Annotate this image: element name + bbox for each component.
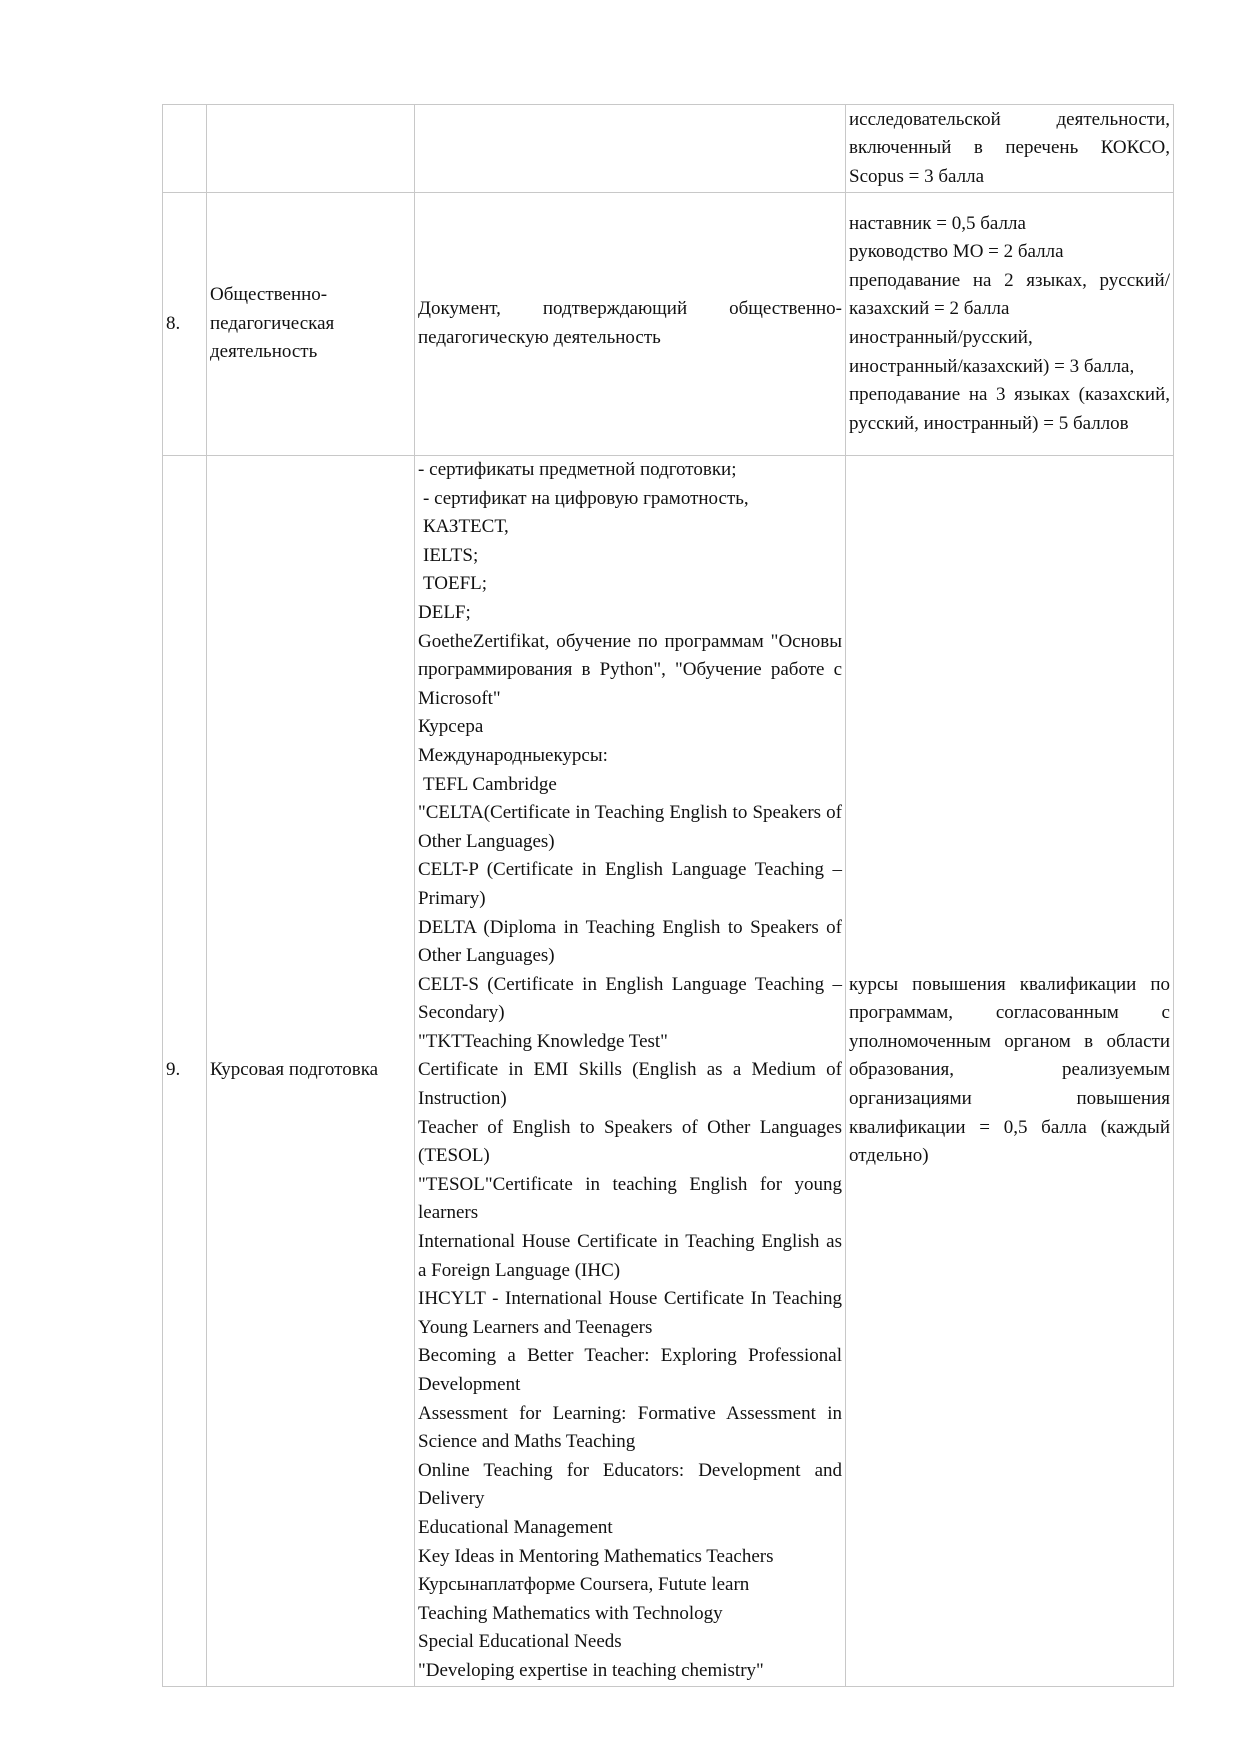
title-line: педагогическая bbox=[210, 312, 335, 334]
document-item: "CELTA(Certificate in Teaching English to Speakers of Other Languages) bbox=[418, 802, 842, 852]
document-item: Teacher of English to Speakers of Other Languages (TESOL) bbox=[418, 1116, 842, 1167]
row-number-cell: 8. bbox=[163, 193, 207, 456]
document-item: DELF; bbox=[418, 601, 471, 623]
document-item: "Developing expertise in teaching chemistry" bbox=[418, 1659, 764, 1681]
document-item: Международныекурсы: bbox=[418, 744, 608, 766]
row-documents-cell bbox=[415, 105, 846, 193]
document-item: IELTS; bbox=[423, 544, 479, 566]
document-item: КАЗТЕСТ, bbox=[423, 516, 509, 538]
table-row bbox=[163, 105, 1174, 193]
score-line: иностранный/казахский) = 3 балла, bbox=[849, 355, 1135, 377]
row-documents-cell: Документ, подтверждающий общественно-педагогическую деятельность bbox=[415, 193, 846, 456]
title-line: деятельность bbox=[210, 341, 318, 363]
document-item: TEFL Cambridge bbox=[423, 773, 557, 795]
score-line: преподавание на 3 языках (казахский, русский, иностранный) = 5 баллов bbox=[849, 384, 1170, 434]
row-title-cell bbox=[207, 105, 415, 193]
document-item: Assessment for Learning: Formative Assessment in Science and Maths Teaching bbox=[418, 1402, 842, 1453]
document-item: Special Educational Needs bbox=[418, 1631, 622, 1653]
criteria-table bbox=[162, 104, 1174, 1687]
document-item: - сертификаты предметной подготовки; bbox=[418, 459, 737, 480]
document-item: CELT-P (Certificate in English Language Teaching – Primary) bbox=[418, 859, 842, 909]
row-score-cell: курсы повышения квалификации по программам, согласованным с уполномоченным органом в области образования, реализуемым организациями повышения квалификации = 0,5 балла (каждый отдельно) bbox=[846, 456, 1174, 1687]
document-item: DELTA (Diploma in Teaching English to Speakers of Other Languages) bbox=[418, 916, 842, 967]
document-item: International House Certificate in Teaching English as a Foreign Language (IHC) bbox=[418, 1231, 842, 1281]
score-line: иностранный/русский, bbox=[849, 327, 1033, 348]
row-score-cell: исследовательской деятельности, включенный в перечень КОКСО, Scopus = 3 балла bbox=[846, 105, 1174, 193]
document-item: Курсера bbox=[418, 716, 484, 738]
document-item: "TESOL"Certificate in teaching English for young learners bbox=[418, 1173, 842, 1224]
document-item: CELT-S (Certificate in English Language Teaching – Secondary) bbox=[418, 973, 842, 1024]
row-title-cell: Курсовая подготовка bbox=[207, 456, 415, 1687]
document-item: Курсынаплатформе Coursera, Futute learn bbox=[418, 1574, 750, 1596]
score-line: наставник = 0,5 балла bbox=[849, 212, 1026, 234]
document-item: Teaching Mathematics with Technology bbox=[418, 1602, 723, 1624]
score-line: преподавание на 2 языках, русский/казахский = 2 балла bbox=[849, 269, 1170, 320]
row-number-cell: 9. bbox=[163, 456, 207, 1687]
document-item: Becoming a Better Teacher: Exploring Professional Development bbox=[418, 1345, 842, 1395]
table-row bbox=[163, 193, 1174, 456]
document-item: - сертификат на цифровую грамотность, bbox=[423, 487, 749, 509]
row-documents-cell bbox=[415, 456, 846, 1687]
row-number-cell bbox=[163, 105, 207, 193]
row-title-cell bbox=[207, 193, 415, 456]
row-score-cell bbox=[846, 193, 1174, 456]
title-line: Общественно- bbox=[210, 284, 328, 306]
document-item: "TKTTeaching Knowledge Test" bbox=[418, 1030, 668, 1052]
document-item: Educational Management bbox=[418, 1516, 613, 1538]
table-row bbox=[163, 456, 1174, 1687]
document-item: Key Ideas in Mentoring Mathematics Teachers bbox=[418, 1545, 774, 1567]
document-item: Certificate in EMI Skills (English as a Medium of Instruction) bbox=[418, 1059, 842, 1110]
document-item: GoetheZertifikat, обучение по программам "Основы программирования в Python", "Обучение работе с Microsoft" bbox=[418, 630, 842, 709]
document-item: IHCYLT - International House Certificate In Teaching Young Learners and Teenagers bbox=[418, 1288, 842, 1338]
score-line: руководство МО = 2 балла bbox=[849, 241, 1064, 263]
document-item: TOEFL; bbox=[423, 573, 488, 595]
document-item: Online Teaching for Educators: Development and Delivery bbox=[418, 1459, 842, 1510]
